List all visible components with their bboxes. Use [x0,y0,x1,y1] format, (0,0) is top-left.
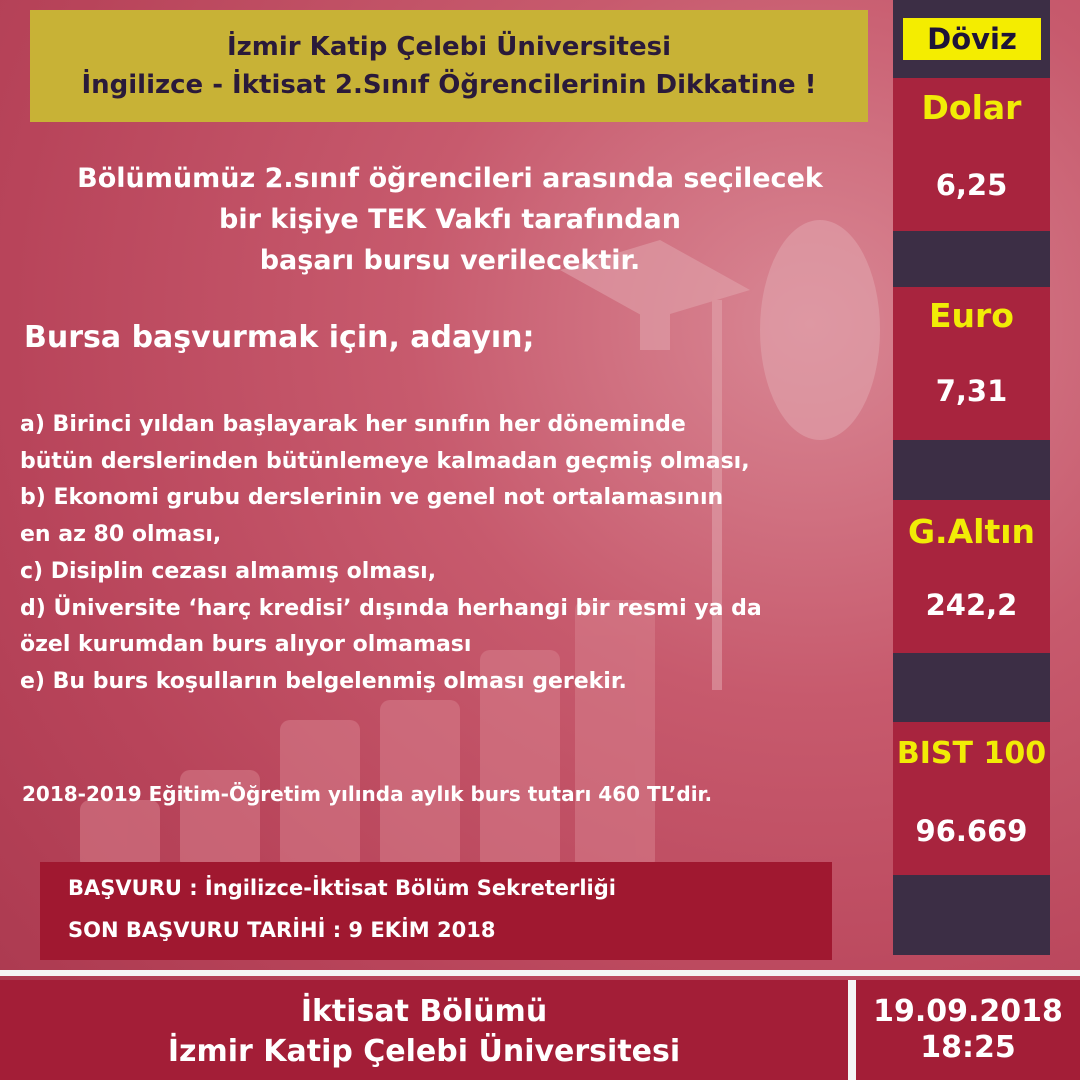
condition-line: en az 80 olması, [20,522,222,548]
title-university: İzmir Katip Çelebi Üniversitesi [227,32,671,62]
scholarship-amount: 2018-2019 Eğitim-Öğretim yılında aylık burs tutarı 460 TL’dir. [22,782,713,806]
doviz-title: Döviz [903,18,1041,60]
condition-line: c) Disiplin cezası almamış olması, [20,558,437,584]
intro-paragraph [0,158,900,281]
footer-separator [0,970,1080,976]
title-attention: İngilizce - İktisat 2.Sınıf Öğrencilerinin Dikkatine ! [81,70,817,100]
footer-time: 18:25 [920,1030,1016,1065]
conditions-heading: Bursa başvurmak için, adayın; [24,320,535,355]
currency-label: Euro [929,296,1014,335]
currency-label: Dolar [921,88,1022,127]
currency-value: 96.669 [915,814,1028,848]
intro-line: başarı bursu verilecektir. [259,245,641,276]
currency-value: 7,31 [935,374,1008,408]
condition-line: a) Birinci yıldan başlayarak her sınıfın her döneminde [20,412,686,437]
condition-line: bütün derslerinden bütünlemeye kalmadan geçmiş olması, [20,448,750,474]
footer-date: 19.09.2018 [873,994,1063,1029]
application-office: BAŞVURU : İngilizce-İktisat Bölüm Sekreterliği [68,876,616,900]
announcement-title-box [30,10,868,122]
conditions-list [20,407,762,701]
footer-datetime [856,980,1080,1080]
condition-line: özel kurumdan burs alıyor olmaması [20,632,472,658]
condition-line: e) Bu burs koşulların belgelenmiş olması gerekir. [20,668,627,694]
footer-department [0,980,848,1080]
currency-value: 6,25 [935,168,1008,202]
intro-line: bir kişiye TEK Vakfı tarafından [219,204,681,235]
condition-line: d) Üniversite ‘harç kredisi’ dışında herhangi bir resmi ya da [20,595,762,621]
currency-sidebar [893,0,1050,955]
application-info-box [40,862,832,960]
footer-divider [848,980,856,1080]
currency-label: G.Altın [907,512,1036,551]
currency-label: BIST 100 [896,736,1047,771]
footer-department-name: İktisat Bölümü [300,994,548,1029]
currency-value: 242,2 [925,588,1018,622]
condition-line: b) Ekonomi grubu derslerinin ve genel not ortalamasının [20,485,724,511]
footer-university-name: İzmir Katip Çelebi Üniversitesi [167,1034,681,1069]
application-deadline: SON BAŞVURU TARİHİ : 9 EKİM 2018 [68,918,496,942]
intro-line: Bölümümüz 2.sınıf öğrencileri arasında seçilecek [77,163,823,194]
